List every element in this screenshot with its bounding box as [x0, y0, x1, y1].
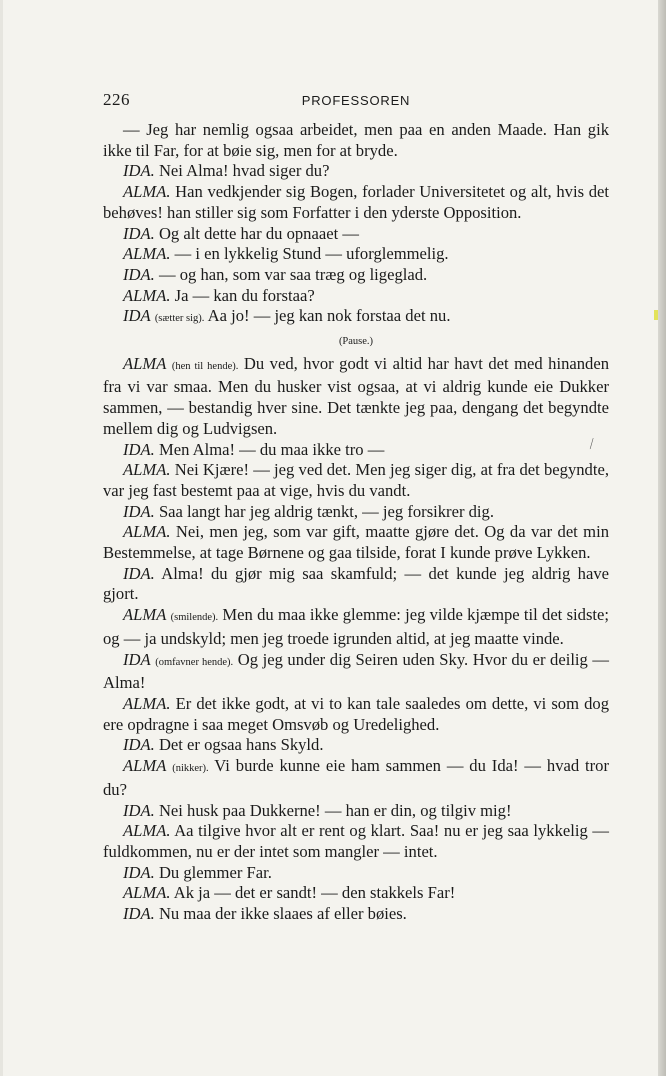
speaker-name: ALMA.	[123, 460, 171, 480]
line-text: Saa langt har jeg aldrig tænkt, — jeg forsikrer dig.	[158, 501, 494, 521]
pencil-mark: ⁄	[588, 437, 596, 452]
line-text: Du ved, hvor godt vi altid har havt det med hinanden fra vi var smaa. Men du husker vist ogsaa, at vi aldrig kunde eie Dukker sammen, — bestandig hver sine. Det tænkte jeg paa, dengang det begyndte mellem dig og Ludvigsen.	[103, 353, 609, 438]
line-text: Og jeg under dig Seiren uden Sky. Hvor du er deilig — Alma!	[103, 649, 609, 693]
dialogue-line	[103, 306, 609, 330]
speaker-name: IDA	[123, 306, 151, 326]
dialogue-line	[103, 224, 609, 245]
edge-color-mark	[654, 310, 658, 320]
page-left-edge	[0, 0, 3, 1076]
dialogue-line	[103, 244, 609, 265]
speaker-name: ALMA	[123, 353, 167, 373]
dialogue-line	[103, 354, 609, 440]
speaker-name: IDA.	[123, 161, 155, 181]
speaker-name: IDA.	[123, 264, 155, 284]
line-text: Ak ja — det er sandt! — den stakkels Far!	[173, 883, 456, 903]
line-text: — i en lykkelig Stund — uforglemmelig.	[174, 244, 449, 264]
line-text: Er det ikke godt, at vi to kan tale saaledes om dette, vi som dog ere opdragne i saa meget Omsvøb og Uredelighed.	[103, 693, 609, 734]
speaker-name: ALMA	[123, 605, 167, 625]
speaker-name: ALMA.	[123, 285, 171, 305]
line-text: Vi burde kunne eie ham sammen — du Ida! — hvad tror du?	[103, 756, 610, 799]
dialogue-line	[103, 502, 609, 523]
speaker-name: IDA.	[123, 501, 155, 521]
inline-direction: (hen til hende).	[171, 360, 239, 372]
speaker-name: IDA.	[123, 862, 155, 882]
line-text: — og han, som var saa træg og ligeglad.	[158, 264, 428, 284]
stage-direction: (Pause.)	[338, 336, 374, 348]
page-header	[103, 90, 609, 112]
dialogue-line	[103, 120, 609, 161]
line-text: Nei Alma! hvad siger du?	[158, 161, 330, 181]
line-text: Det er ogsaa hans Skyld.	[158, 735, 324, 755]
dialogue-line	[103, 564, 609, 605]
speaker-name: ALMA.	[123, 244, 171, 264]
line-text: Du glemmer Far.	[158, 862, 272, 882]
speaker-name: IDA	[123, 649, 151, 669]
dialogue-line	[103, 182, 609, 223]
dialogue-line	[103, 801, 609, 822]
line-text: — Jeg har nemlig ogsaa arbeidet, men paa en anden Maade. Han gik ikke til Far, for at bøie sig, men for at bryde.	[103, 120, 609, 160]
dialogue-line	[103, 694, 609, 735]
dialogue-line	[103, 522, 609, 563]
line-text: Nei Kjære! — jeg ved det. Men jeg siger dig, at fra det begyndte, var jeg fast bestemt paa at vige, hvis du vandt.	[103, 460, 609, 500]
page-right-edge	[658, 0, 666, 1076]
page-number: 226	[103, 90, 130, 109]
dialogue-line	[103, 650, 609, 694]
inline-direction: (omfavner hende).	[155, 656, 234, 668]
dialogue-line	[103, 756, 609, 800]
line-text: Ja — kan du forstaa?	[174, 285, 315, 305]
line-text: Men du maa ikke glemme: jeg vilde kjæmpe til det sidste; og — ja undskyld; men jeg troede igrunden altid, at jeg maatte vinde.	[103, 605, 609, 648]
inline-direction: (sætter sig).	[154, 313, 205, 325]
line-text: Nu maa der ikke slaaes af eller bøies.	[158, 904, 407, 924]
line-text: Aa jo! — jeg kan nok forstaa det nu.	[207, 306, 451, 326]
speaker-name: IDA.	[123, 735, 155, 755]
inline-direction: (smilende).	[170, 612, 219, 624]
speaker-name: IDA.	[123, 563, 155, 583]
speaker-name: ALMA.	[123, 182, 171, 202]
dialogue-line	[103, 735, 609, 756]
dialogue-line	[103, 883, 609, 904]
line-text: Alma! du gjør mig saa skamfuld; — det kunde jeg aldrig have gjort.	[103, 563, 610, 604]
line-text: Nei, men jeg, som var gift, maatte gjøre det. Og da var det min Bestemmelse, at tage Børnene og gaa tilside, forat I kunde prøve Lykken.	[103, 522, 609, 563]
line-text: Og alt dette har du opnaaet —	[158, 223, 359, 243]
dialogue-line	[103, 863, 609, 884]
speaker-name: ALMA	[123, 756, 167, 776]
dialogue-line	[103, 460, 609, 501]
speaker-name: ALMA.	[123, 693, 171, 713]
dialogue-line	[103, 161, 609, 182]
speaker-name: ALMA.	[123, 821, 171, 841]
inline-direction: (nikker).	[172, 763, 209, 775]
body-text	[103, 120, 609, 925]
speaker-name: IDA.	[123, 223, 155, 243]
dialogue-line	[103, 821, 609, 862]
running-title: PROFESSOREN	[301, 93, 411, 108]
line-text: Aa tilgive hvor alt er rent og klart. Saa! nu er jeg saa lykkelig — fuldkommen, nu er der intet som mangler — intet.	[103, 821, 610, 861]
dialogue-line	[103, 286, 609, 307]
line-text: Nei husk paa Dukkerne! — han er din, og tilgiv mig!	[158, 800, 512, 820]
dialogue-line	[103, 440, 609, 461]
speaker-name: ALMA.	[123, 883, 171, 903]
speaker-name: IDA.	[123, 800, 155, 820]
speaker-name: IDA.	[123, 904, 155, 924]
line-text: Men Alma! — du maa ikke tro —	[158, 439, 385, 459]
line-text: Han vedkjender sig Bogen, forlader Universitetet og alt, hvis det behøves! han stiller sig som Forfatter i den yderste Opposition.	[103, 182, 609, 222]
dialogue-line	[103, 904, 609, 925]
speaker-name: ALMA.	[123, 522, 171, 542]
speaker-name: IDA.	[123, 439, 155, 459]
dialogue-line	[103, 605, 609, 649]
dialogue-line	[103, 265, 609, 286]
